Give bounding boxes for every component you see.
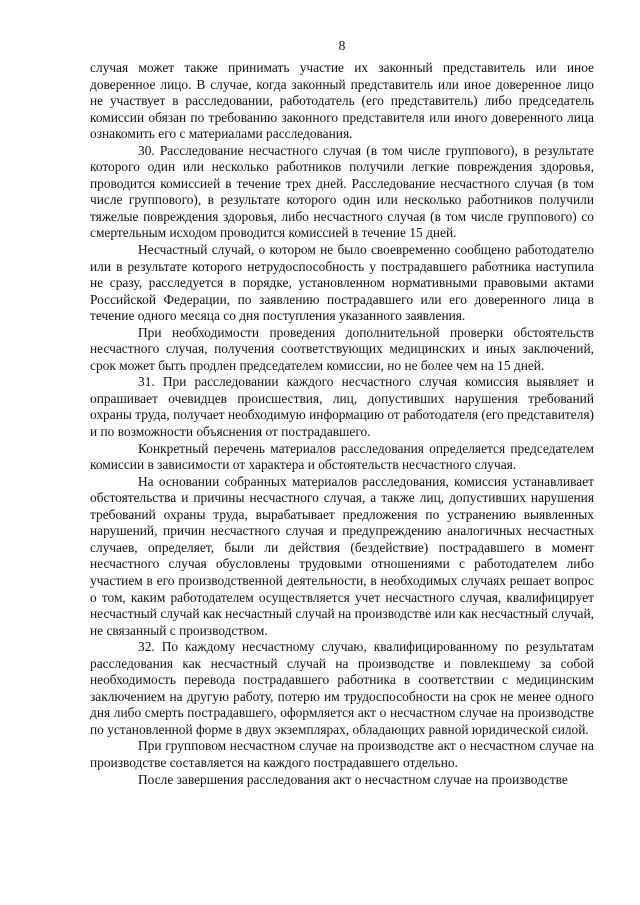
paragraph-item-31: 31. При расследовании каждого несчастного случая комиссия выявляет и опрашивает очевидцев происшествия, лиц, допустивших нарушения требований охраны труда, получает необходимую информацию от работодателя (его представителя) и по возможности объяснения от пострадавшего. xyxy=(90,374,594,440)
paragraph-materials-list: Конкретный перечень материалов расследования определяется председателем комиссии в зависимости от характера и обстоятельств несчастного случая. xyxy=(90,440,594,473)
paragraph-item-30: 30. Расследование несчастного случая (в том числе группового), в результате которого один или несколько работников получили легкие повреждения здоровья, проводится комиссией в течение трех дней. Расследование несчастного случая (в том числе группового), в результате которого один или несколько работников получили тяжелые повреждения здоровья, либо несчастного случая (в том числе группового) со смертельным исходом проводится комиссией в течение 15 дней. xyxy=(90,142,594,241)
paragraph-late-report: Несчастный случай, о котором не было своевременно сообщено работодателю или в результате которого нетрудоспособность у пострадавшего работника наступила не сразу, расследуется в порядке, установленном нормативными правовыми актами Российской Федерации, по заявлению пострадавшего или его доверенного лица в течение одного месяца со дня поступления указанного заявления. xyxy=(90,242,594,324)
paragraph-extension: При необходимости проведения дополнительной проверки обстоятельств несчастного случая, получения соответствующих медицинских и иных заключений, срок может быть продлен председателем комиссии, но не более чем на 15 дней. xyxy=(90,324,594,373)
paragraph-continuation: случая может также принимать участие их законный представитель или иное доверенное лицо. В случае, когда законный представитель или иное доверенное лицо не участвует в расследовании, работодатель (его представитель) либо председатель комиссии обязан по требованию законного представителя или иного доверенного лица ознакомить его с материалами расследования. xyxy=(90,60,594,142)
paragraph-group-accident: При групповом несчастном случае на производстве акт о несчастном случае на производстве составляется на каждого пострадавшего отдельно. xyxy=(90,738,594,770)
paragraph-item-32: 32. По каждому несчастному случаю, квалифицированному по результатам расследования как несчастный случай на производстве и повлекшему за собой необходимость перевода пострадавшего работника в соответствии с медицинским заключением на другую работу, потерю им трудоспособности на срок не менее одного дня либо смерть пострадавшего, оформляется акт о несчастном случае на производстве по установленной форме в двух экземплярах, обладающих равной юридической силой. xyxy=(90,639,594,737)
paragraph-commission-findings: На основании собранных материалов расследования, комиссия устанавливает обстоятельства и причины несчастного случая, а также лиц, допустивших нарушения требований охраны труда, вырабатывает предложения по устранению выявленных нарушений, причин несчастного случая и предупреждению аналогичных несчастных случаев, определяет, были ли действия (бездействие) пострадавшего в момент несчастного случая обусловлены трудовыми отношениями с работодателем либо участием в его производственной деятельности, в необходимых случаях решает вопрос о том, каким работодателем осуществляется учет несчастного случая, квалифицирует несчастный случай как несчастный случай на производстве или как несчастный случай, не связанный с производством. xyxy=(90,473,594,638)
document-page xyxy=(90,0,594,905)
page-number: 8 xyxy=(338,38,346,53)
paragraph-after-investigation: После завершения расследования акт о несчастном случае на производстве xyxy=(138,771,568,787)
document-body xyxy=(90,60,594,788)
